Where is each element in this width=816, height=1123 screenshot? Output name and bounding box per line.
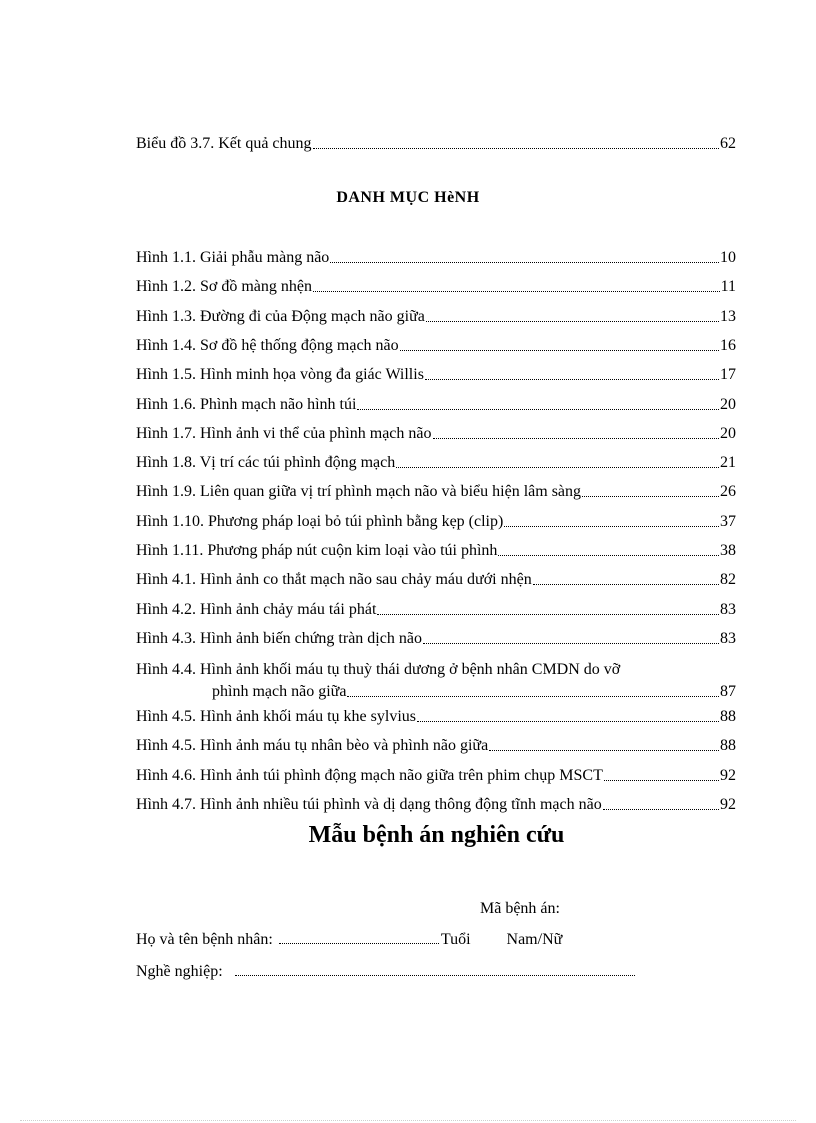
patient-name-label: Họ và tên bệnh nhân: [136,931,273,948]
leader-dots [357,409,719,410]
figures-list-heading: DANH MỤC HèNH [336,189,480,206]
leader-dots [313,291,720,292]
toc-page-number: 21 [720,454,736,472]
toc-label: Hình 1.9. Liên quan giữa vị trí phình mạch não và biểu hiện lâm sàng [136,483,582,501]
toc-page-number: 83 [720,600,736,618]
sex-label: Nam/Nữ [506,931,563,948]
toc-page-number: 26 [720,483,736,501]
toc-figure-row [136,512,736,532]
toc-label: Hình 1.3. Đường đi của Động mạch não giữa [136,307,425,325]
toc-figure-row [136,795,736,815]
toc-figure-row [136,424,736,444]
toc-label: Hình 4.6. Hình ảnh túi phình động mạch não giữa trên phim chụp MSCT [136,766,603,784]
toc-label: Hình 1.7. Hình ảnh vi thể của phình mạch não [136,424,432,442]
leader-dots [504,526,719,527]
toc-figure-row [136,629,736,649]
toc-page-number: 20 [720,395,736,413]
toc-label: Hình 1.4. Sơ đồ hệ thống động mạch não [136,336,399,354]
toc-page-number: 13 [720,307,736,325]
toc-figure-row [136,336,736,356]
toc-label: Hình 4.1. Hình ảnh co thắt mạch não sau chảy máu dưới nhện [136,571,532,589]
toc-figure-row [136,277,736,297]
leader-dots [417,721,719,722]
toc-page-number: 83 [720,629,736,647]
leader-dots [489,750,719,751]
toc-page-number: 88 [720,737,736,755]
patient-name-field[interactable] [279,943,439,944]
toc-chart-3-7 [136,134,736,154]
toc-page-number: 62 [720,135,736,152]
page-bottom-rule [20,1120,796,1121]
toc-label: Hình 1.8. Vị trí các túi phình động mạch [136,454,396,472]
toc-figure-4-4 [136,660,736,702]
toc-label: Hình 1.1. Giải phẫu màng não [136,249,330,266]
toc-label: Hình 4.2. Hình ảnh chảy máu tái phát [136,600,377,618]
toc-label: Hình 1.2. Sơ đồ màng nhện [136,278,313,296]
age-label: Tuổi [440,931,471,948]
occupation-row [136,962,637,982]
leader-dots [425,379,719,380]
record-code-row [480,899,560,919]
toc-label: Hình 4.5. Hình ảnh máu tụ nhân bèo và phình não giữa [136,737,489,755]
toc-figure-row [136,736,736,756]
leader-dots [347,696,719,697]
toc-figure-row [136,307,736,327]
toc-figure-row [136,365,736,385]
form-title: Mẫu bệnh án nghiên cứu [308,822,565,848]
toc-page-number: 87 [720,683,736,700]
toc-figure-row [136,600,736,620]
leader-dots [313,148,719,149]
occupation-label: Nghề nghiệp: [136,963,223,980]
toc-page-number: 92 [720,795,736,813]
toc-figure-row [136,248,736,268]
toc-label-line2-row [136,682,736,702]
toc-page-number: 11 [720,278,736,296]
leader-dots [400,350,719,351]
toc-page-number: 16 [720,336,736,354]
toc-figure-row [136,482,736,502]
toc-figure-row [136,453,736,473]
leader-dots [433,438,720,439]
toc-figure-row [136,707,736,727]
leader-dots [498,555,719,556]
leader-dots [396,467,719,468]
toc-page-number: 20 [720,424,736,442]
occupation-field[interactable] [235,975,635,976]
leader-dots [330,262,719,263]
leader-dots [604,780,719,781]
toc-figure-row [136,570,736,590]
toc-page-number: 10 [720,249,736,266]
toc-figure-row [136,395,736,415]
toc-label-line1: Hình 4.4. Hình ảnh khối máu tụ thuỳ thái dương ở bệnh nhân CMDN do vỡ [136,661,621,678]
record-code-label: Mã bệnh án: [480,900,560,917]
toc-page-number: 17 [720,366,736,384]
toc-label: Hình 1.11. Phương pháp nút cuộn kim loại vào túi phình [136,542,498,559]
toc-figure-row [136,541,736,561]
toc-label: Hình 1.10. Phương pháp loại bỏ túi phình bằng kẹp (clip) [136,512,504,530]
toc-label-line2: phình mạch não giữa [212,683,347,700]
toc-label: Hình 1.5. Hình minh họa vòng đa giác Willis [136,366,424,384]
patient-name-row [136,930,562,950]
leader-dots [423,643,719,644]
leader-dots [582,496,719,497]
toc-label: Hình 4.3. Hình ảnh biến chứng tràn dịch não [136,629,422,647]
toc-label: Biểu đồ 3.7. Kết quả chung [136,135,312,152]
leader-dots [533,584,719,585]
toc-label: Hình 1.6. Phình mạch não hình túi [136,395,357,413]
toc-label: Hình 4.5. Hình ảnh khối máu tụ khe sylvius [136,708,416,725]
toc-label: Hình 4.7. Hình ảnh nhiều túi phình và dị dạng thông động tĩnh mạch não [136,795,602,813]
toc-page-number: 88 [720,708,736,725]
leader-dots [426,321,719,322]
toc-page-number: 82 [720,571,736,589]
toc-figure-row [136,766,736,786]
leader-dots [603,809,719,810]
toc-page-number: 38 [720,542,736,559]
toc-page-number: 92 [720,766,736,784]
toc-page-number: 37 [720,512,736,530]
leader-dots [377,614,719,615]
